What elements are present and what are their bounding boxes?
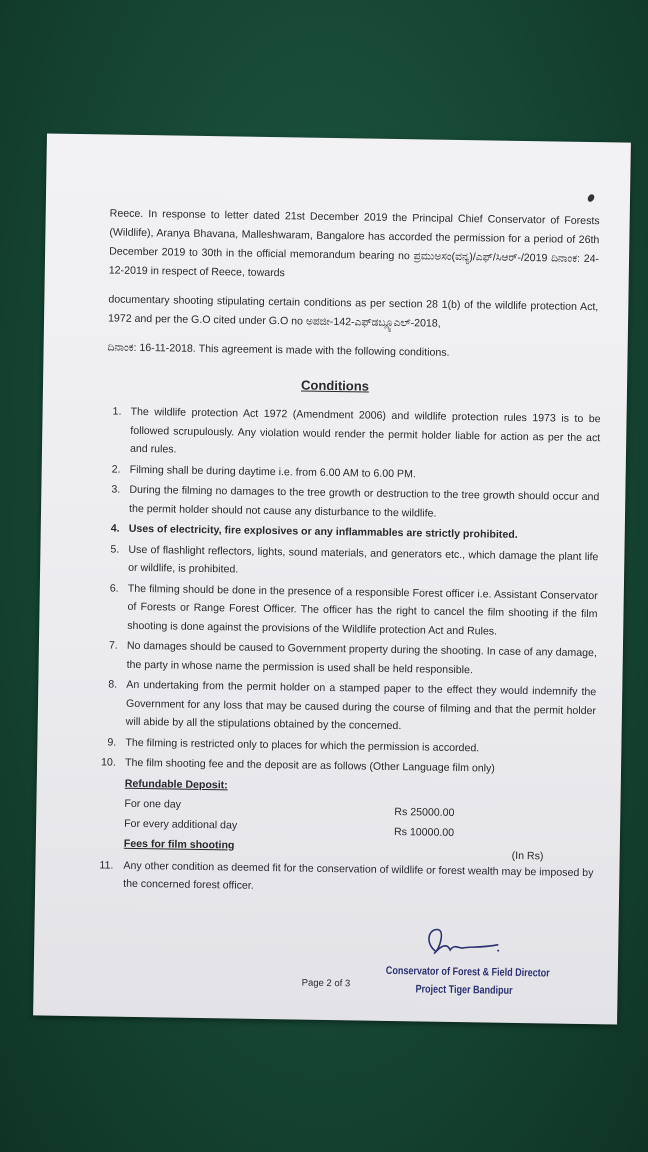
unit-label: (In Rs) (511, 849, 544, 862)
intro-paragraph-2: documentary shooting stipulating certain conditions as per section 28 1(b) of the wildlife protection Act, 1972 and per the G.O cited under G.O no ಅಪಜೀ-142-ಎಫ್‌ಡಬ್ಲ್ಯೂಎಲ್-2018, (107, 293, 599, 330)
condition-item: 10. The film shooting fee and the deposit are as follows (Other Language film only) Refundable Deposit: For one day Rs 25000.00 For every additional day Rs 10000.00 Fees for film shooting (In Rs) (100, 753, 596, 861)
conditions-list (99, 402, 601, 902)
page-number: Page 2 of 3 (301, 977, 351, 990)
film-shooting-fee-label: Fees for film shooting (123, 837, 235, 852)
condition-item: 4. Uses of electricity, fire explosives or any inflammables are strictly prohibited. (110, 522, 518, 541)
signature-scribble (414, 921, 505, 962)
refundable-deposit-label: Refundable Deposit: (124, 777, 228, 791)
intro-section (107, 204, 599, 373)
fee-table (124, 774, 595, 861)
additional-day-value: Rs 10000.00 (393, 825, 455, 839)
intro-paragraph-1: Reece. In response to letter dated 21st December 2019 the Principal Chief Conservator of Forests (Wildlife), Aranya Bhavana, Malleshwaram, Bangalore has accorded the permission for a period of 26th December 2019 to 30th in the official memorandum bearing no ಪ್ರಮುಅಸಂ(ವನ್ಯ)/ಎಫ್/ಸಿಆರ್-/2019 ದಿನಾಂಕ: 24-12-2019 in respect of Reece, towards (108, 207, 600, 280)
condition-item: 2. Filming shall be during daytime i.e. from 6.00 AM to 6.00 PM. (111, 463, 416, 480)
condition-item: 6. The filming should be done in the presence of a responsible Forest officer i.e. Assistant Conservator of Forests or Range Forest Officer. The officer has the right to cancel the film shooting if the film shooting is done against the provisions of the Wildlife protection Act and Rules. (109, 582, 598, 638)
condition-item: 3. During the filming no damages to the tree growth or destruction to the tree growth should occur and the permit holder should not cause any disturbance to the wildlife. (111, 483, 600, 520)
condition-item: 7. No damages should be caused to Government property during the shooting. In case of any damage, the party in whose name the permission is used shall be held responsible. (108, 639, 597, 676)
condition-item: 1. The wildlife protection Act 1972 (Amendment 2006) and wildlife protection rules 1973 is to be followed scrupulously. Any violation would render the permit holder liable for action as per the act and rules. (112, 405, 601, 456)
condition-item: 11. Any other condition as deemed fit for the conservation of wildlife or forest wealth may be imposed by the concerned forest officer. (99, 858, 594, 892)
signatory-office: Project Tiger Bandipur (415, 983, 513, 997)
document-page (33, 133, 631, 1024)
condition-item: 8. An undertaking from the permit holder on a stamped paper to the effect they would indemnify the Government for any loss that may be caused during the course of filming and that the permit holder will abide by all the stipulations obtained by the concerned. (108, 678, 597, 733)
conditions-heading: Conditions (300, 377, 370, 394)
additional-day-label: For every additional day (124, 817, 238, 832)
one-day-label: For one day (124, 797, 182, 811)
ink-mark (586, 193, 595, 203)
condition-item: 5. Use of flashlight reflectors, lights, sound materials, and generators etc., which damage the plant life or wildlife, is prohibited. (110, 543, 599, 576)
intro-paragraph-3: ದಿನಾಂಕ: 16-11-2018. This agreement is made with the following conditions. (107, 341, 450, 359)
condition-item: 9. The filming is restricted only to places for which the permission is accorded. (107, 735, 480, 754)
signatory-title: Conservator of Forest & Field Director (385, 964, 550, 980)
one-day-value: Rs 25000.00 (394, 805, 455, 819)
